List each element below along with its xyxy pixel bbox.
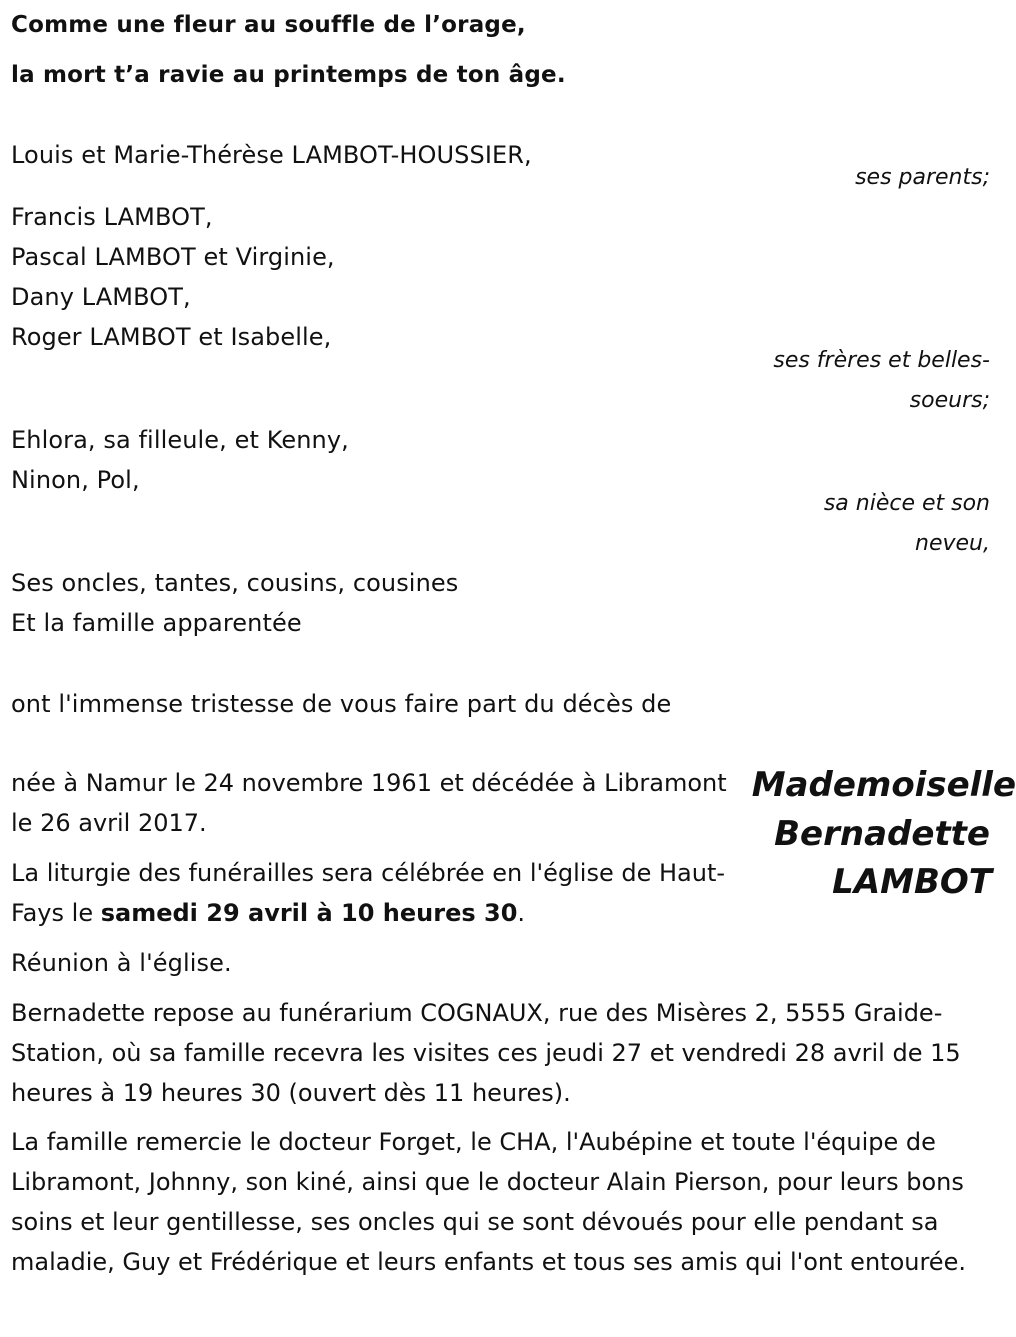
siblings-role-line-2: soeurs;	[909, 388, 990, 413]
thanks-text: La famille remercie le docteur Forget, le CHA, l'Aubépine et toute l'équipe de Libramont, Johnny, son kiné, ainsi que le docteur Alain Pierson, pour leurs bons soins et leur gentillesse, ses oncles qui se sont dévoués pour elle pendant sa maladie, Guy et Frédérique et leurs enfants et tous ses amis qui l'ont entourée.	[11, 1128, 966, 1276]
sibling-line: Francis LAMBOT,	[11, 203, 213, 231]
deceased-title: Mademoiselle	[751, 765, 1016, 805]
poem-line-1: Comme une fleur au souffle de l’orage,	[11, 12, 526, 38]
parents-names: Louis et Marie-Thérèse LAMBOT-HOUSSIER,	[11, 141, 532, 169]
liturgy-date-time: samedi 29 avril à 10 heures 30	[100, 899, 518, 927]
parents-role: ses parents;	[855, 165, 990, 190]
liturgy-text: La liturgie des funérailles sera célébrée en l'église de Haut-Fays le	[11, 859, 726, 927]
niece-role-line-1: sa nièce et son	[823, 491, 990, 516]
announcement-text: ont l'immense tristesse de vous faire part du décès de	[11, 690, 672, 718]
niece-nephew-line: Ehlora, sa filleule, et Kenny,	[11, 426, 349, 454]
deceased-last-name: LAMBOT	[832, 862, 992, 902]
poem-line-2: la mort t’a ravie au printemps de ton âge.	[11, 62, 566, 88]
niece-role-line-2: neveu,	[915, 531, 990, 556]
deceased-first-name: Bernadette	[774, 814, 990, 854]
funerarium-info: Bernadette repose au funérarium COGNAUX, rue des Misères 2, 5555 Graide-Station, où sa famille recevra les visites ces jeudi 27 et vendredi 28 avril de 15 heures à 19 heures 30 (ouvert dès 11 heures).	[11, 999, 961, 1107]
sibling-line: Dany LAMBOT,	[11, 283, 191, 311]
extended-family-line: Ses oncles, tantes, cousins, cousines	[11, 569, 459, 597]
extended-family-line: Et la famille apparentée	[11, 609, 302, 637]
reunion-info: Réunion à l'église.	[11, 949, 232, 977]
siblings-role-line-1: ses frères et belles-	[773, 348, 990, 373]
liturgy-info	[11, 853, 731, 933]
sibling-line: Pascal LAMBOT et Virginie,	[11, 243, 335, 271]
niece-nephew-line: Ninon, Pol,	[11, 466, 140, 494]
liturgy-end: .	[517, 899, 526, 927]
birth-death-info: née à Namur le 24 novembre 1961 et décédée à Libramont le 26 avril 2017.	[11, 769, 727, 837]
sibling-line: Roger LAMBOT et Isabelle,	[11, 323, 332, 351]
